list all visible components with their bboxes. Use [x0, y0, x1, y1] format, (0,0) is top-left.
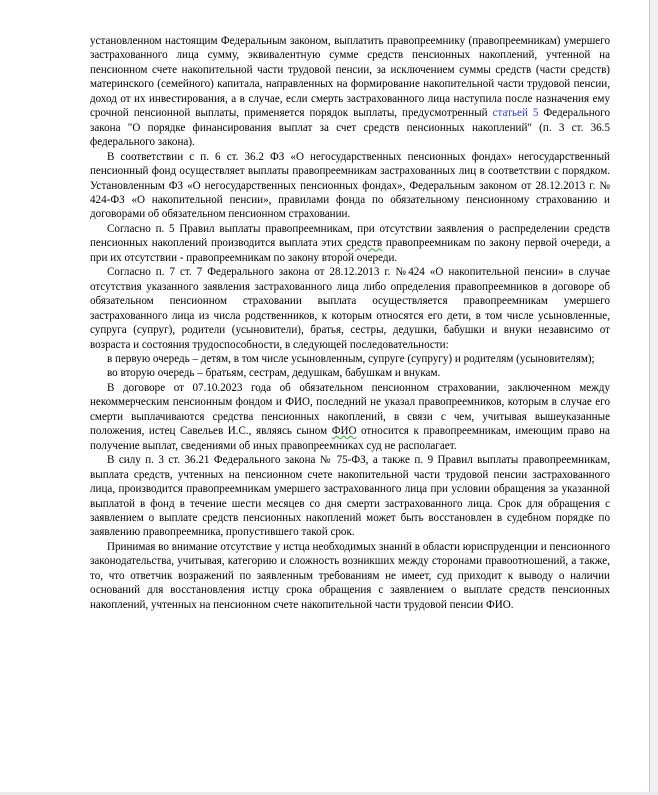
law-article-link[interactable]: статьей 5 [492, 107, 539, 120]
document-body [90, 34, 610, 612]
paragraph-8: В силу п. 3 ст. 36.21 Федерального закона № 75-ФЗ, а также п. 9 Правил выплаты правопреемникам, выплата средств, учтенных на пенсионном счете накопительной части трудовой пенсии застрахованного лица, производится правопреемникам умершего застрахованного лица при условии обращения за указанной выплатой в фонд в течение шести месяцев со дня смерти застрахованного лица. Срок для обращения с заявлением о выплате средств пенсионных накоплений может быть восстановлен в судебном порядке по заявлению правопреемника, пропустившего такой срок. [90, 454, 610, 539]
window-right-edge [649, 0, 658, 795]
paragraph-9: Принимая во внимание отсутствие у истца необходимых знаний в области юриспруденции и пенсионного законодательства, учитывая, категорию и сложность возникших между сторонами правоотношений, а также, то, что ответчик возражений по заявленным требованиям не имеет, суд приходит к выводу о наличии оснований для восстановления истцу срока обращения с заявлением о выплате средств пенсионных накоплений, учтенных на пенсионном счете накопительной части трудовой пенсии ФИО. [90, 540, 610, 611]
paragraph-1 [90, 34, 610, 150]
spellcheck-flag-word[interactable]: средств [346, 237, 383, 250]
paragraph-7-tail: относится к правопреемникам, имеющим право на получение выплат, сведениями об иных правопреемниках суд не располагает. [90, 425, 610, 452]
paragraph-1-text: установленном настоящим Федеральным законом, выплатить правопреемнику (правопреемникам) умершего застрахованного лица сумму, эквивалентную сумме средств пенсионных накоплений, учтенной на пенсионном счете накопительной части трудовой пенсии, за исключением суммы средств (части средств) материнского (семейного) капитала, направленных на формирование накопительной части трудовой пенсии, доход от их инвестирования, а в случае, если смерть застрахованного лица наступила после назначения ему срочной пенсионной выплаты, применяется порядок выплаты, предусмотренный [90, 35, 610, 120]
paragraph-2: В соответствии с п. 6 ст. 36.2 ФЗ «О негосударственных пенсионных фондах» негосударственный пенсионный фонд осуществляет выплаты правопреемникам застрахованных лиц в соответствии с порядком. Установленным ФЗ «О негосударственных пенсионных фондах», Федеральным законом от 28.12.2013 г. № 424-ФЗ «О накопительной пенсии», правилами фонда по обязательному пенсионному страхованию и договорами об обязательном пенсионном страховании. [90, 150, 610, 221]
paragraph-3-text: Согласно п. 5 Правил выплаты правопреемникам, при отсутствии заявления о распределении средств пенсионных накоплений производится выплата этих [90, 222, 610, 250]
paragraph-7 [90, 381, 610, 453]
paragraph-4: Согласно п. 7 ст. 7 Федерального закона от 28.12.2013 г. №424 «О накопительной пенсии» в случае отсутствия указанного заявления застрахованного лица либо определения правопреемников в договоре об обязательном пенсионном страховании выплата осуществляется правопреемникам умершего застрахованного лица из числа родственников, к которым относятся его дети, в том числе усыновленные, супруга (супруг), родители (усыновители), братья, сестры, дедушки, бабушки и внуки независимо от возраста и состояния трудоспособности, в следующей последовательности: [90, 266, 610, 351]
paragraph-3-tail: правопреемникам по закону первой очереди, а при их отсутствии - правопреемникам по закону второй очереди. [90, 237, 610, 264]
paragraph-5: в первую очередь – детям, в том числе усыновленным, супруге (супругу) и родителям (усыновителям); [107, 352, 595, 365]
paragraph-3 [90, 222, 610, 265]
paragraph-6: во вторую очередь – братьям, сестрам, дедушкам, бабушкам и внукам. [107, 367, 441, 380]
paragraph-7-text: В договоре от 07.10.2023 года об обязательном пенсионном страховании, заключенном между некоммерческим пенсионным фондом и ФИО, последний не указал правопреемников, которым в случае его смерти выплачиваются средства пенсионных накоплений, в связи с чем, учитывая вышеуказанные положения, истец Савельев И.С., являясь сыном [90, 381, 610, 438]
paragraph-1-tail: Федерального закона "О порядке финансирования выплат за счет средств пенсионных накоплений" (п. 3 ст. 36.5 федерального закона). [90, 107, 611, 149]
spellcheck-flag-name[interactable]: ФИО [331, 425, 357, 438]
